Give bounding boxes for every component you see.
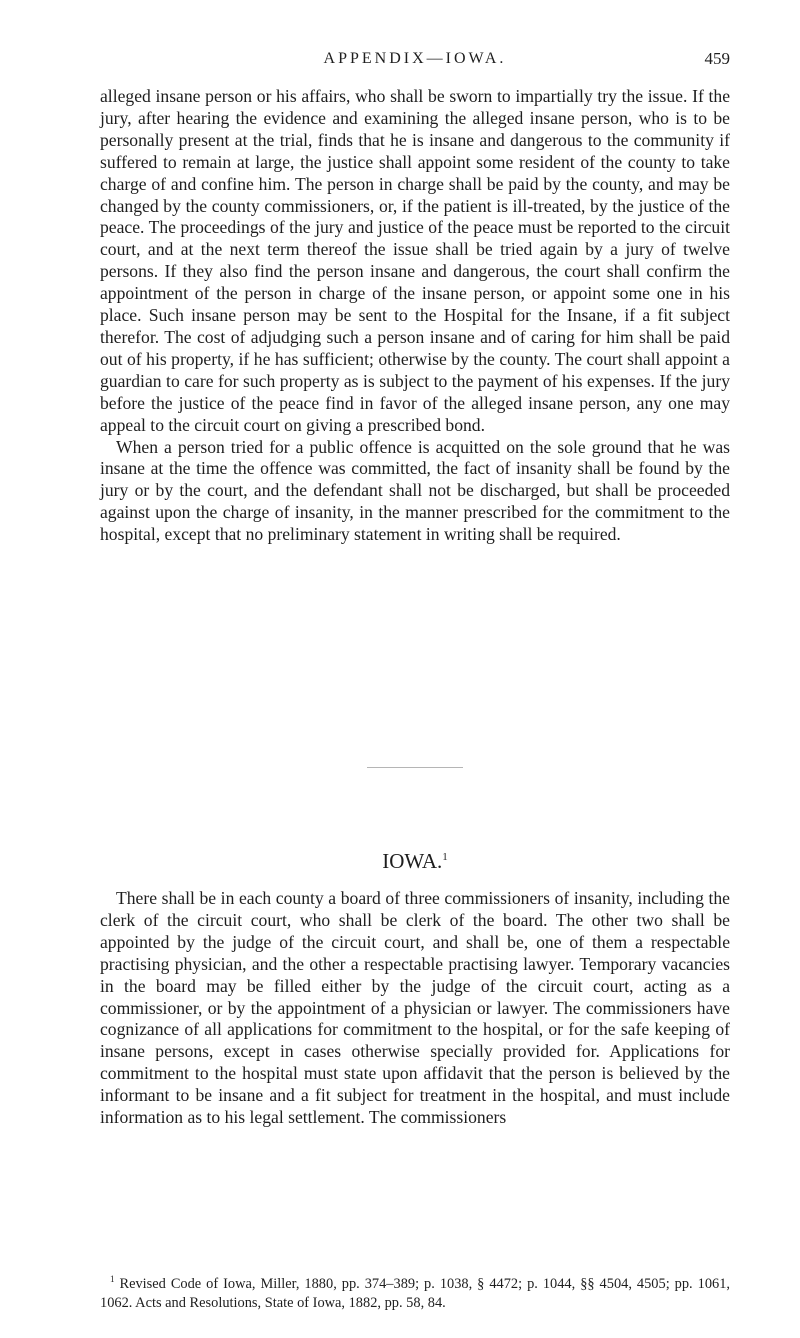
footnote-text: Revised Code of Iowa, Miller, 1880, pp. 374–389; p. 1038, § 4472; p. 1044, §§ 4504, 4505; pp. 1061, 1062. Acts and Resolutions, State of Iowa, 1882, pp. 58, 84. <box>100 1276 730 1311</box>
running-head-title: APPENDIX—IOWA. <box>323 50 507 67</box>
page-number: 459 <box>704 49 730 68</box>
running-head <box>100 47 730 71</box>
footnote-reference: 1 <box>442 851 448 863</box>
footnote <box>100 1275 730 1313</box>
body-paragraph: When a person tried for a public offence is acquitted on the sole ground that he was insane at the time the offence was committed, the fact of insanity shall be found by the jury or by the court, and the defendant shall not be discharged, but shall be proceeded against upon the charge of insanity, in the manner prescribed for the commitment to the hospital, except that no preliminary statement in writing shall be required. <box>100 436 730 545</box>
footnote-marker: 1 <box>110 1274 115 1285</box>
body-paragraph: alleged insane person or his affairs, who shall be sworn to impartially try the issue. If the jury, after hearing the evidence and examining the alleged insane person, who is to be personally present at the trial, finds that he is insane and dangerous to the community if suffered to remain at large, the justice shall appoint some resident of the county to take charge of and confine him. The person in charge shall be paid by the county, and may be changed by the county commissioners, or, if the patient is ill-treated, by the justice of the peace. The proceedings of the jury and justice of the peace must be reported to the circuit court, and at the next term thereof the issue shall be tried again by a jury of twelve persons. If they also find the person insane and dangerous, the court shall confirm the appointment of the person in charge of the insane person, or appoint some one in his place. Such insane person may be sent to the Hospital for the Insane, if a fit subject therefor. The cost of adjudging such a person insane and of caring for him shall be paid out of his property, if he has sufficient; otherwise by the county. The court shall appoint a guardian to care for such property as is subject to the payment of his expenses. If the jury before the justice of the peace find in favor of the alleged insane person, any one may appeal to the circuit court on giving a prescribed bond. <box>100 86 730 435</box>
section-heading-text: IOWA. <box>382 849 443 873</box>
iowa-section-text <box>100 888 730 1129</box>
section-divider <box>367 767 463 768</box>
continued-section-text <box>100 86 730 546</box>
section-heading <box>100 848 730 874</box>
body-paragraph: There shall be in each county a board of three commissioners of insanity, including the clerk of the circuit court, who shall be clerk of the board. The other two shall be appointed by the judge of the circuit court, and shall be, one of them a respectable practising physician, and the other a respectable practising lawyer. Temporary vacancies in the board may be filled either by the judge of the circuit court, acting as a commissioner, or by the appointment of a physician or lawyer. The commissioners have cognizance of all applications for commitment to the hospital, or for the safe keeping of insane persons, except in cases otherwise specially provided for. Applications for commitment to the hospital must state upon affidavit that the person is believed by the informant to be insane and a fit subject for treatment in the hospital, and must include information as to his legal settlement. The commissioners <box>100 888 730 1128</box>
